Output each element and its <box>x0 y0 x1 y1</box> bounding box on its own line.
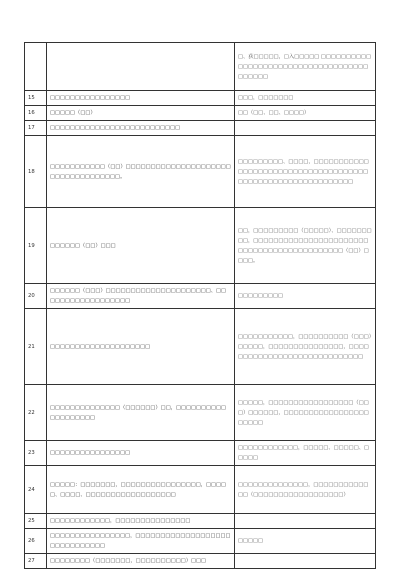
row-description: □□□□□□□□□□□（□□）□□□□□□□□□□□□□□□□□□□□□□□□□□□□□□□□□□□。 <box>47 136 235 208</box>
row-description: □□□□□（□□） <box>47 106 235 121</box>
row-description: □□□□□□□□□□□□，□□□□□□□□□□□□□□□ <box>47 514 235 529</box>
table-row <box>25 441 376 466</box>
row-answer: □□□□□□□□□□□，□□□□□□□□□□（□□□）□□□□□，□□□□□□□□□□□□□□□，□□□□□□□□□□□□□□□□□□□□□□□□□□□□□ <box>235 309 376 385</box>
row-number: 22 <box>25 385 47 441</box>
row-number <box>25 43 47 91</box>
row-answer: □□□□□ <box>235 529 376 554</box>
row-answer <box>235 514 376 529</box>
table-body <box>25 43 376 569</box>
row-number: 24 <box>25 466 47 514</box>
row-number: 26 <box>25 529 47 554</box>
row-answer: □□□，□□□□□□□ <box>235 91 376 106</box>
row-description: □□□□□□（□□□）□□□□□□□□□□□□□□□□□□□□□、□□□□□□□□□□□□□□□□□□ <box>47 284 235 309</box>
row-description: □□□□□：□□□□□□□，□□□□□□□□□□□□□□□□，□□□□□、□□□□、□□□□□□□□□□□□□□□□□□ <box>47 466 235 514</box>
row-number: 21 <box>25 309 47 385</box>
row-answer: □□□□□□□□□□□□，□□□□□、□□□□□、□□□□□ <box>235 441 376 466</box>
row-answer <box>235 121 376 136</box>
row-answer: □□□□□□□□□、□□□□，□□□□□□□□□□□□□□□□□□□□□□□□□□□□□□□□□□□□□□□□□□□□□□□□□□□□□□□□□□□□ <box>235 136 376 208</box>
table-row <box>25 43 376 91</box>
table-row <box>25 385 376 441</box>
row-description: □□□□□□（□□）□□□ <box>47 208 235 284</box>
row-answer: □、获□□□□□，□入□□□□□ □□□□□□□□□□□□□□□□□□□□□□□□□□□□□□□□□□□□□□□□□□ <box>235 43 376 91</box>
row-description: □□□□□□□□□□□□□□□□□□□□ <box>47 309 235 385</box>
table-row <box>25 529 376 554</box>
row-answer: □□□□□□□□□□□□□□，□□□□□□□□□□□□□（□□□□□□□□□□□□□□□□□□） <box>235 466 376 514</box>
row-number: 15 <box>25 91 47 106</box>
table-row <box>25 121 376 136</box>
table-row <box>25 554 376 569</box>
row-description: □□□□□□□□□□□□□□（□□□□□□）□□，□□□□□□□□□□□□□□□□□□□ <box>47 385 235 441</box>
row-number: 16 <box>25 106 47 121</box>
row-number: 17 <box>25 121 47 136</box>
table-row <box>25 309 376 385</box>
row-number: 20 <box>25 284 47 309</box>
row-answer: □□，□□□□□□□□□（□□□□□）、□□□□□□□□□，□□□□□□□□□□□□□□□□□□□□□□□□□□□□□□□□□□□□□□□□□□□□（□□）□□□□。 <box>235 208 376 284</box>
row-description: □□□□□□□□□□□□□□□□，□□□□□□□□□□□□□□□□□□□□□□□□□□□□□□ <box>47 529 235 554</box>
row-number: 19 <box>25 208 47 284</box>
table-row <box>25 106 376 121</box>
table-row <box>25 514 376 529</box>
row-answer: □□□□□□□□□ <box>235 284 376 309</box>
row-description: □□□□□□□□（□□□□□□□，□□□□□□□□□□）□□□ <box>47 554 235 569</box>
table-row <box>25 284 376 309</box>
row-answer: □□□□□，□□□□□□□□□□□□□□□□□（□□□）□□□□□□，□□□□□□□□□□□□□□□□□□□□□□ <box>235 385 376 441</box>
table-row <box>25 136 376 208</box>
row-number: 27 <box>25 554 47 569</box>
row-answer: □□（□□、□□、□□□□） <box>235 106 376 121</box>
row-description: □□□□□□□□□□□□□□□□ <box>47 441 235 466</box>
table-row <box>25 208 376 284</box>
row-number: 18 <box>25 136 47 208</box>
table-row <box>25 466 376 514</box>
row-number: 23 <box>25 441 47 466</box>
row-number: 25 <box>25 514 47 529</box>
row-description <box>47 43 235 91</box>
row-description: □□□□□□□□□□□□□□□□□□□□□□□□□□ <box>47 121 235 136</box>
row-description: □□□□□□□□□□□□□□□□ <box>47 91 235 106</box>
table-row <box>25 91 376 106</box>
row-answer <box>235 554 376 569</box>
requirements-table <box>24 42 376 569</box>
